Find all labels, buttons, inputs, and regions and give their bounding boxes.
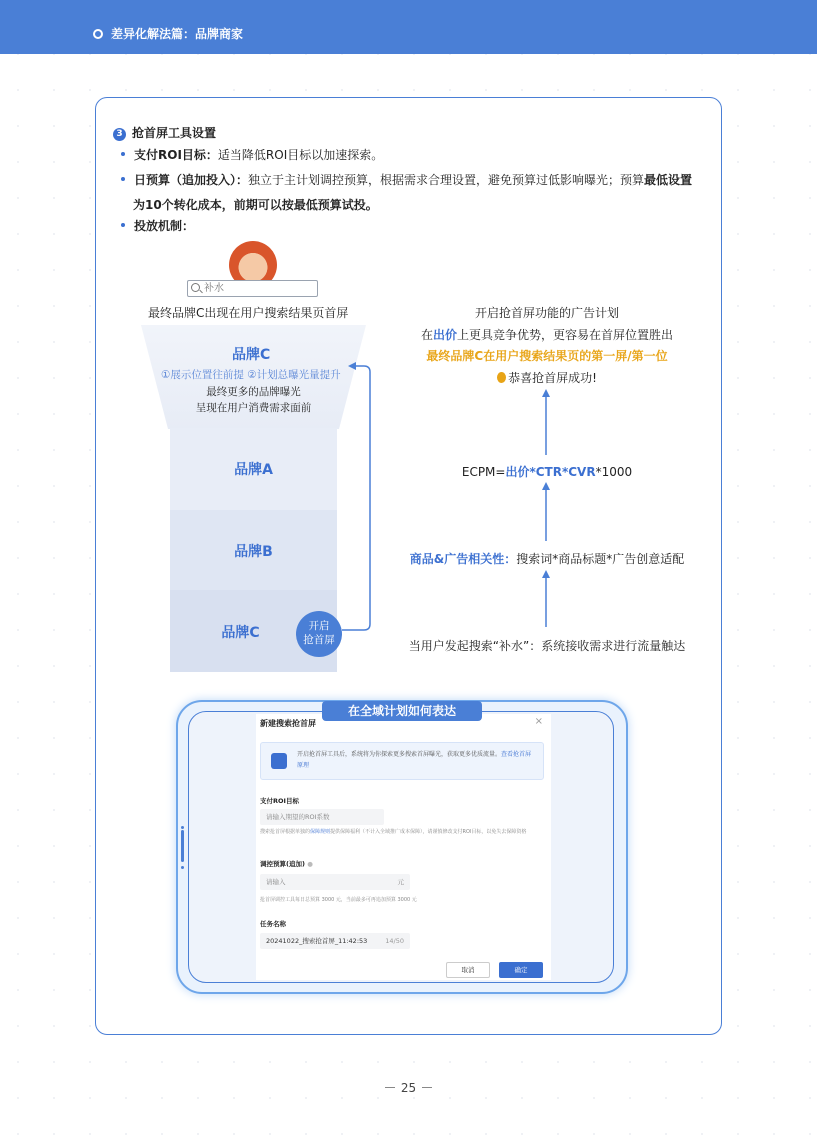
budget-label: 调控预算(追加) ● [260,860,313,868]
dialog-info-box: 开启抢首屏工具后，系统将为你探索更多搜索首屏曝光，获取更多优质流量。查看抢首屏原理 [260,742,544,780]
info-icon [271,753,287,769]
tablet-sensor [181,826,184,829]
funnel-block-c: 品牌C [170,590,337,672]
tablet-tab-label: 在全域计划如何表达 [322,701,482,721]
flow-relevance: 商品&广告相关性：搜索词*商品标题*广告创意适配 [409,552,685,566]
principle-link[interactable]: 查看抢首屏原理 [297,751,532,769]
task-name-input[interactable]: 20241022_搜索抢首屏_11:42:53 14/50 [260,933,410,949]
funnel-top-line2: 呈现在用户消费需求面前 [195,402,312,414]
loop-arrow [342,366,370,630]
section-title: 3 抢首屏工具设置 [113,124,216,141]
page-number: 25 [0,1081,817,1095]
flow-top-line4: 恭喜抢首屏成功! [392,369,702,386]
roi-label: 支付ROI目标 [260,797,299,805]
header-title: 差异化解法篇：品牌商家 [93,25,243,42]
confirm-button[interactable]: 确定 [499,962,543,978]
funnel-top-sub: ①展示位置往前提 ②计划总曝光量提升 [161,369,341,381]
flow-ecpm: ECPM=出价*CTR*CVR*1000 [461,465,633,479]
section-number-badge: 3 [113,128,126,141]
dialog-title: 新建搜索抢首屏 [260,719,316,728]
help-icon[interactable]: ● [307,860,313,868]
flow-top-line3: 最终品牌C在用户搜索结果页的第一屏/第一位 [426,349,668,363]
cancel-button[interactable]: 取消 [446,962,490,978]
tablet-sensor [181,866,184,869]
funnel-top-line1: 最终更多的品牌曝光 [206,386,301,398]
funnel-block-a: 品牌A [170,428,337,510]
medal-icon [497,372,506,383]
budget-help: 抢首屏调控工具每日总预算 3000 元，当前最多可再追加预算 3000 元 [260,897,417,903]
bullet-budget: 日预算（追加投入）：独立于主计划调控预算，根据需求合理设置，避免预算过低影响曝光；预算最低设置为10个转化成本，前期可以按最低预算试投。 [121,168,703,218]
roi-help: 搜索抢首屏根据单独的保障规则提供保障福利（不计入全域推广成本保障），请谨慎修改支付ROI目标，以免失去保障资格 [260,829,527,835]
budget-input[interactable]: 请输入 元 [260,874,410,890]
bullet-mechanism: 投放机制： [121,214,703,239]
task-label: 任务名称 [260,920,286,928]
flow-top-line2: 在出价上更具竞争优势，更容易在首屏位置胜出 [420,328,674,342]
search-box: 补水 [187,280,318,297]
bullet-roi: 支付ROI目标：适当降低ROI目标以加速探索。 [121,143,703,168]
funnel-caption: 最终品牌C出现在用户搜索结果页首屏 [148,306,349,320]
guarantee-rule-link[interactable]: 保障规则 [310,829,331,835]
tablet-side-button [181,830,184,862]
flow-trigger: 当用户发起搜索“补水”：系统接收需求进行流量触达 [408,639,686,653]
new-search-dialog [256,714,551,980]
funnel-top-brand: 品牌C [232,347,271,363]
flow-top-line1: 开启抢首屏功能的广告计划 [474,306,619,320]
close-icon[interactable]: × [534,716,543,727]
roi-input[interactable]: 请输入期望的ROI系数 [260,809,384,825]
grab-first-screen-button: 开启 抢首屏 [296,611,342,657]
funnel-block-b: 品牌B [170,510,337,592]
